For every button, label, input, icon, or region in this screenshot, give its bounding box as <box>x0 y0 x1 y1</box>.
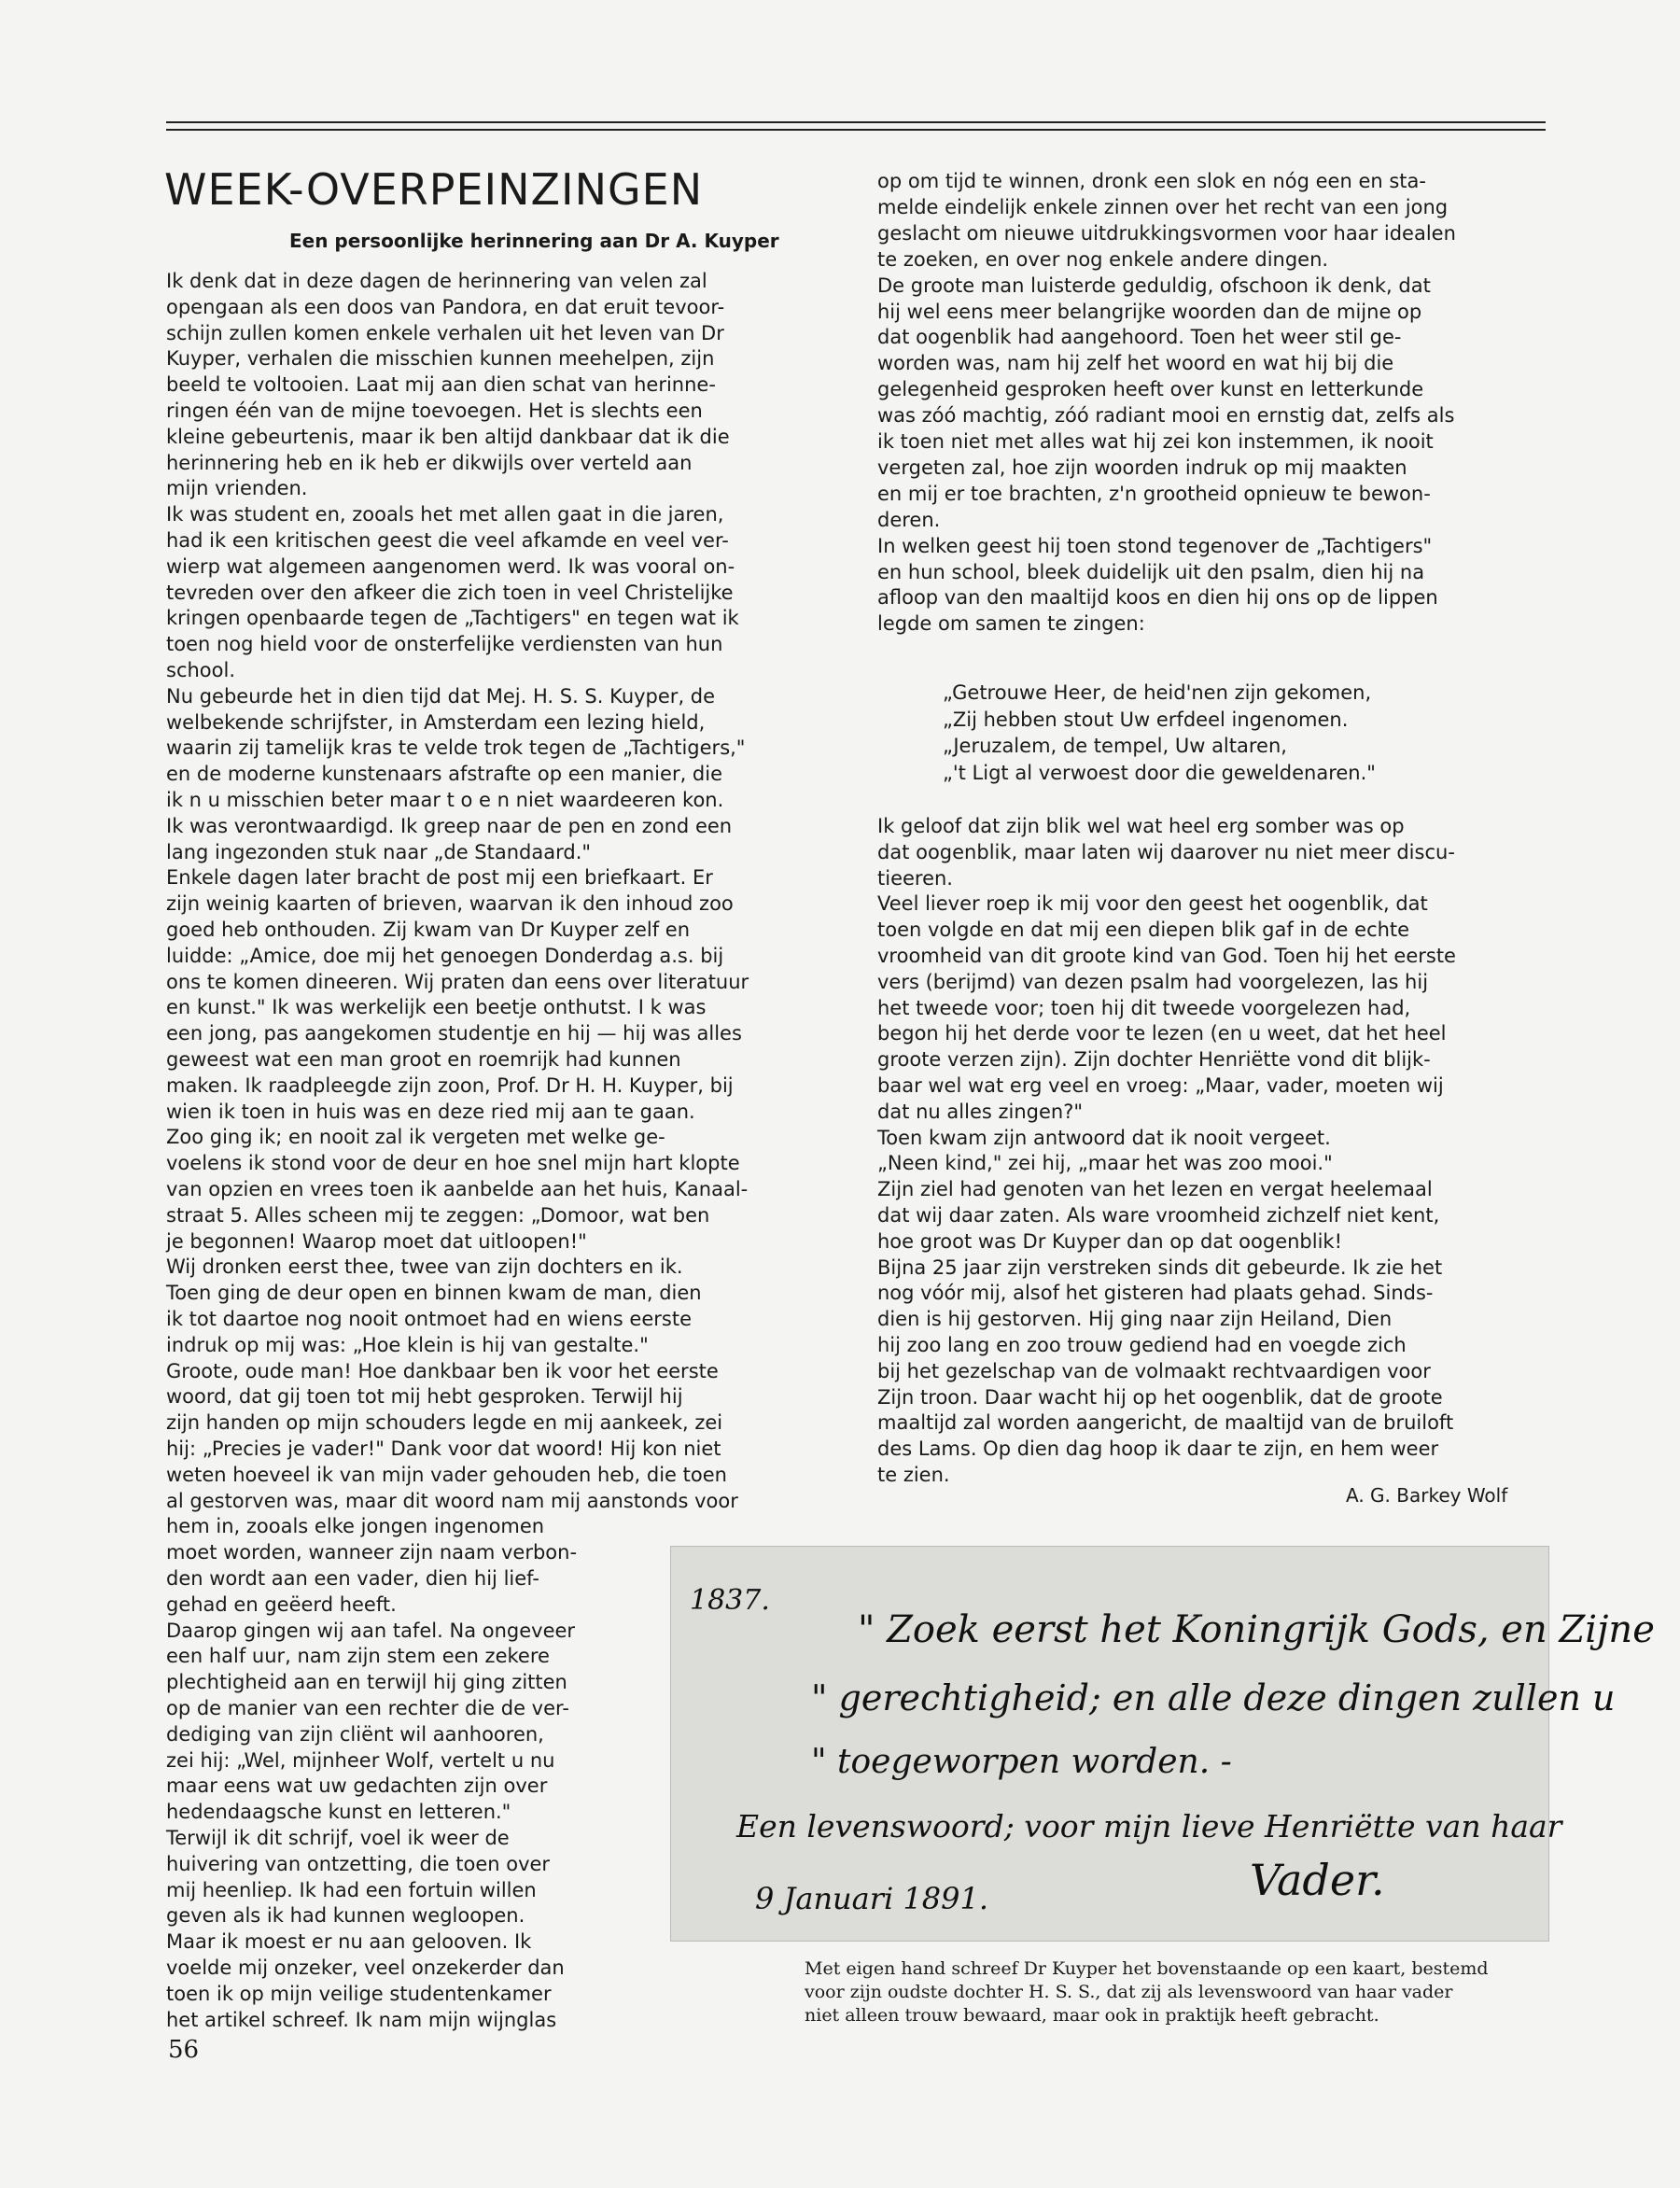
body-text-line: en hun school, bleek duidelijk uit den psalm, dien hij na <box>877 560 1425 583</box>
body-text-line: baar wel wat erg veel en vroeg: „Maar, vader, moeten wij <box>877 1074 1444 1097</box>
body-text-line: gehad en geëerd heeft. <box>166 1592 397 1616</box>
body-text-line: ringen één van de mijne toevoegen. Het is slechts een <box>166 400 703 422</box>
body-text-line: afloop van den maaltijd koos en dien hij ons op de lippen <box>877 586 1438 610</box>
photo-caption-line-2: voor zijn oudste dochter H. S. S., dat zij als levenswoord van haar vader <box>805 1982 1453 2002</box>
body-text-line: „Neen kind," zei hij, „maar het was zoo mooi." <box>877 1152 1333 1175</box>
body-text-line: zijn weinig kaarten of brieven, waarvan ik den inhoud zoo <box>166 892 734 916</box>
handwriting-line-3: " toegeworpen worden. - <box>811 1743 1232 1781</box>
body-text-line: De groote man luisterde geduldig, ofschoon ik denk, dat <box>877 274 1431 297</box>
body-text-line: worden was, nam hij zelf het woord en wat hij bij die <box>877 352 1394 375</box>
body-text-line: ons te komen dineeren. Wij praten dan eens over literatuur <box>166 970 749 993</box>
body-text-line: wien ik toen in huis was en deze ried mij aan te gaan. <box>166 1100 695 1123</box>
body-text-line: dat oogenblik, maar laten wij daarover nu niet meer discu- <box>877 840 1455 863</box>
body-text-line: Ik denk dat in deze dagen de herinnering van velen zal <box>166 270 707 292</box>
body-text-line: huivering van ontzetting, die toen over <box>166 1852 551 1875</box>
body-text-line: en mij er toe brachten, z'n grootheid opnieuw te bewon- <box>877 482 1431 505</box>
body-text-line: kringen openbaarde tegen de „Tachtigers" en tegen wat ik <box>166 607 739 630</box>
body-text-line: nog vóór mij, alsof het gisteren had plaats gehad. Sinds- <box>877 1282 1434 1305</box>
body-text-line: vers (berijmd) van dezen psalm had voorgelezen, las hij <box>877 970 1429 993</box>
body-text-line: maar eens wat uw gedachten zijn over <box>166 1774 548 1798</box>
body-text-line: Veel liever roep ik mij voor den geest het oogenblik, dat <box>877 892 1428 916</box>
body-text-line: op om tijd te winnen, dronk een slok en nóg een en sta- <box>877 170 1426 192</box>
body-text-line: moet worden, wanneer zijn naam verbon- <box>166 1541 578 1564</box>
header-rule-top <box>166 121 1546 123</box>
body-text-line: des Lams. Op dien dag hoop ik daar te zijn, en hem weer <box>877 1438 1439 1461</box>
body-text-line: Groote, oude man! Hoe dankbaar ben ik voor het eerste <box>166 1359 719 1382</box>
photo-caption-line-3: niet alleen trouw bewaard, maar ook in praktijk heeft gebracht. <box>805 2005 1379 2026</box>
body-text-line: groote verzen zijn). Zijn dochter Henriëtte vond dit blijk- <box>877 1048 1431 1072</box>
body-text-line: te zoeken, en over nog enkele andere dingen. <box>877 247 1329 271</box>
body-text-line: Nu gebeurde het in dien tijd dat Mej. H. S. S. Kuyper, de <box>166 684 716 708</box>
body-text-line: een jong, pas aangekomen studentje en hij — hij was alles <box>166 1022 742 1045</box>
body-text-line: hij wel eens meer belangrijke woorden dan de mijne op <box>877 300 1422 323</box>
body-text-line: geweest wat een man groot en roemrijk had kunnen <box>166 1048 681 1071</box>
body-text-line: herinnering heb en ik heb er dikwijls over verteld aan <box>166 451 693 474</box>
body-text-line: Zijn ziel had genoten van het lezen en vergat heelemaal <box>877 1178 1433 1201</box>
body-text-line: school. <box>166 659 236 681</box>
body-text-line: lang ingezonden stuk naar „de Standaard." <box>166 840 592 863</box>
body-text-line: voelde mij onzeker, veel onzekerder dan <box>166 1957 565 1979</box>
body-text-line: zijn handen op mijn schouders legde en mij aankeek, zei <box>166 1411 723 1435</box>
body-text-line: dat oogenblik had aangehoord. Toen het weer stil ge- <box>877 326 1402 349</box>
article-subtitle: Een persoonlijke herinnering aan Dr A. Kuyper <box>289 230 779 252</box>
handwriting-line-2: " gerechtigheid; en alle deze dingen zullen u <box>811 1677 1616 1718</box>
body-text-line: deren. <box>877 508 941 531</box>
psalm-line: „Getrouwe Heer, de heid'nen zijn gekomen, <box>943 681 1372 704</box>
body-text-line: Kuyper, verhalen die misschien kunnen meehelpen, zijn <box>166 347 715 371</box>
body-text-line: het tweede voor; toen hij dit tweede voorgelezen had, <box>877 996 1411 1019</box>
body-text-line: weten hoeveel ik van mijn vader gehouden heb, die toen <box>166 1463 727 1486</box>
psalm-line: „'t Ligt al verwoest door die geweldenaren." <box>943 761 1376 784</box>
body-text-line: je begonnen! Waarop moet dat uitloopen!" <box>166 1229 587 1253</box>
body-text-line: Ik was student en, zooals het met allen gaat in die jaren, <box>166 503 724 526</box>
psalm-line: „Zij hebben stout Uw erfdeel ingenomen. <box>943 708 1349 731</box>
body-text-line: Ik geloof dat zijn blik wel wat heel erg somber was op <box>877 815 1405 837</box>
body-text-line: den wordt aan een vader, dien hij lief- <box>166 1567 539 1590</box>
body-text-line: indruk op mij was: „Hoe klein is hij van gestalte." <box>166 1333 649 1356</box>
body-text-line: ik n u misschien beter maar t o e n niet waardeeren kon. <box>166 789 724 811</box>
handwriting-signature: Vader. <box>1250 1855 1385 1905</box>
body-text-line: gelegenheid gesproken heeft over kunst en letterkunde <box>877 378 1424 401</box>
body-text-line: dediging van zijn cliënt wil aanhooren, <box>166 1722 544 1746</box>
body-text-line: dien is hij gestorven. Hij ging naar zijn Heiland, Dien <box>877 1308 1393 1331</box>
body-text-line: een half uur, nam zijn stem een zekere <box>166 1645 550 1668</box>
body-text-line: Zoo ging ik; en nooit zal ik vergeten met welke ge- <box>166 1126 665 1149</box>
body-text-line: waarin zij tamelijk kras te velde trok tegen de „Tachtigers," <box>166 736 746 760</box>
body-text-line: ik tot daartoe nog nooit ontmoet had en wiens eerste <box>166 1308 692 1330</box>
body-text-line: tieeren. <box>877 866 953 890</box>
body-text-line: woord, dat gij toen tot mij hebt gesproken. Terwijl hij <box>166 1385 683 1409</box>
body-text-line: begon hij het derde voor te lezen (en u weet, dat het heel <box>877 1022 1447 1045</box>
body-text-line: hoe groot was Dr Kuyper dan op dat oogenblik! <box>877 1229 1343 1253</box>
body-text-line: maken. Ik raadpleegde zijn zoon, Prof. Dr H. H. Kuyper, bij <box>166 1073 734 1097</box>
body-text-line: al gestorven was, maar dit woord nam mij aanstonds voor <box>166 1489 738 1512</box>
body-text-line: geslacht om nieuwe uitdrukkingsvormen voor haar idealen <box>877 221 1456 245</box>
psalm-line: „Jeruzalem, de tempel, Uw altaren, <box>943 735 1287 757</box>
article-title: WEEK-OVERPEINZINGEN <box>164 164 704 215</box>
body-text-line: had ik een kritischen geest die veel afkamde en veel ver- <box>166 529 729 552</box>
body-text-line: mijn vrienden. <box>166 477 308 500</box>
body-text-line: van opzien en vrees toen ik aanbelde aan het huis, Kanaal- <box>166 1178 749 1200</box>
body-text-line: Terwijl ik dit schrijf, voel ik weer de <box>166 1827 510 1849</box>
body-text-line: luidde: „Amice, doe mij het genoegen Donderdag a.s. bij <box>166 944 724 967</box>
body-text-line: melde eindelijk enkele zinnen over het recht van een jong <box>877 195 1449 218</box>
body-text-line: legde om samen te zingen: <box>877 612 1145 636</box>
body-text-line: vergeten zal, hoe zijn woorden indruk op mij maakten <box>877 456 1407 479</box>
author-signature: A. G. Barkey Wolf <box>1346 1484 1508 1507</box>
body-text-line: Toen kwam zijn antwoord dat ik nooit vergeet. <box>877 1126 1331 1149</box>
body-text-line: toen ik op mijn veilige studentenkamer <box>166 1982 552 2005</box>
body-text-line: In welken geest hij toen stond tegenover de „Tachtigers" <box>877 534 1433 557</box>
handwriting-date: 9 Januari 1891. <box>755 1881 989 1916</box>
body-text-line: hij: „Precies je vader!" Dank voor dat woord! Hij kon niet <box>166 1438 721 1460</box>
body-text-line: zei hij: „Wel, mijnheer Wolf, vertelt u nu <box>166 1748 555 1772</box>
body-text-line: hij zoo lang en zoo trouw gediend had en voegde zich <box>877 1334 1407 1356</box>
body-text-line: beeld te voltooien. Laat mij aan dien schat van herinne- <box>166 373 716 397</box>
handwriting-line-4: Een levenswoord; voor mijn lieve Henriëtte van haar <box>736 1808 1562 1844</box>
body-text-line: tevreden over den afkeer die zich toen in veel Christelijke <box>166 581 734 604</box>
body-text-line: dat nu alles zingen?" <box>877 1100 1084 1123</box>
body-text-line: toen nog hield voor de onsterfelijke verdiensten van hun <box>166 633 723 656</box>
body-text-line: en kunst." Ik was werkelijk een beetje onthutst. I k was <box>166 996 707 1019</box>
body-text-line: op de manier van een rechter die de ver- <box>166 1697 569 1719</box>
body-text-line: Wij dronken eerst thee, twee van zijn dochters en ik. <box>166 1255 683 1279</box>
body-text-line: goed heb onthouden. Zij kwam van Dr Kuyper zelf en <box>166 919 691 941</box>
body-text-line: plechtigheid aan en terwijl hij ging zitten <box>166 1671 567 1694</box>
handwriting-line-1: " Zoek eerst het Koningrijk Gods, en Zijne <box>858 1608 1655 1651</box>
body-text-line: mij heenliep. Ik had een fortuin willen <box>166 1878 537 1901</box>
body-text-line: Toen ging de deur open en binnen kwam de man, dien <box>166 1282 702 1305</box>
body-text-line: wierp wat algemeen aangenomen werd. Ik was vooral on- <box>166 554 735 578</box>
body-text-line: het artikel schreef. Ik nam mijn wijnglas <box>166 2008 557 2031</box>
body-text-line: straat 5. Alles scheen mij te zeggen: „Domoor, wat ben <box>166 1203 710 1227</box>
body-text-line: kleine gebeurtenis, maar ik ben altijd dankbaar dat ik die <box>166 425 730 448</box>
body-text-line: opengaan als een doos van Pandora, en dat eruit tevoor- <box>166 295 725 318</box>
body-text-line: hem in, zooals elke jongen ingenomen <box>166 1515 545 1538</box>
body-text-line: vroomheid van dit groote kind van God. Toen hij het eerste <box>877 945 1456 967</box>
body-text-line: Daarop gingen wij aan tafel. Na ongeveer <box>166 1619 576 1642</box>
body-text-line: Enkele dagen later bracht de post mij een briefkaart. Er <box>166 866 713 890</box>
body-text-line: en de moderne kunstenaars afstrafte op een manier, die <box>166 763 723 786</box>
handwriting-year: 1837. <box>690 1584 770 1617</box>
photo-caption-line-1: Met eigen hand schreef Dr Kuyper het bovenstaande op een kaart, bestemd <box>805 1958 1489 1979</box>
body-text-line: toen volgde en dat mij een diepen blik gaf in de echte <box>877 919 1410 942</box>
handwritten-card-photo <box>670 1546 1655 1942</box>
body-text-line: Zijn troon. Daar wacht hij op het oogenblik, dat de groote <box>877 1385 1443 1409</box>
body-text-line: Ik was verontwaardigd. Ik greep naar de pen en zond een <box>166 814 733 837</box>
body-text-line: was zóó machtig, zóó radiant mooi en ernstig dat, zelfs als <box>877 404 1455 428</box>
body-text-line: geven als ik had kunnen wegloopen. <box>166 1904 525 1928</box>
body-text-line: Maar ik moest er nu aan gelooven. Ik <box>166 1930 532 1954</box>
body-text-line: welbekende schrijfster, in Amsterdam een lezing hield, <box>166 710 706 734</box>
header-rule-bottom <box>166 129 1546 131</box>
body-text-line: Bijna 25 jaar zijn verstreken sinds dit gebeurde. Ik zie het <box>877 1255 1443 1279</box>
body-text-line: maaltijd zal worden aangericht, de maaltijd van de bruiloft <box>877 1411 1454 1435</box>
body-text-line: voelens ik stond voor de deur en hoe snel mijn hart klopte <box>166 1152 740 1175</box>
page-number: 56 <box>168 2036 200 2064</box>
body-text-line: ik toen niet met alles wat hij zei kon instemmen, ik nooit <box>877 430 1434 453</box>
body-text-line: hedendaagsche kunst en letteren." <box>166 1801 511 1824</box>
body-text-line: bij het gezelschap van de volmaakt rechtvaardigen voor <box>877 1359 1431 1382</box>
body-text-line: te zien. <box>877 1464 950 1486</box>
body-text-line: dat wij daar zaten. Als ware vroomheid zichzelf niet kent, <box>877 1204 1440 1227</box>
body-text-line: schijn zullen komen enkele verhalen uit het leven van Dr <box>166 321 724 344</box>
